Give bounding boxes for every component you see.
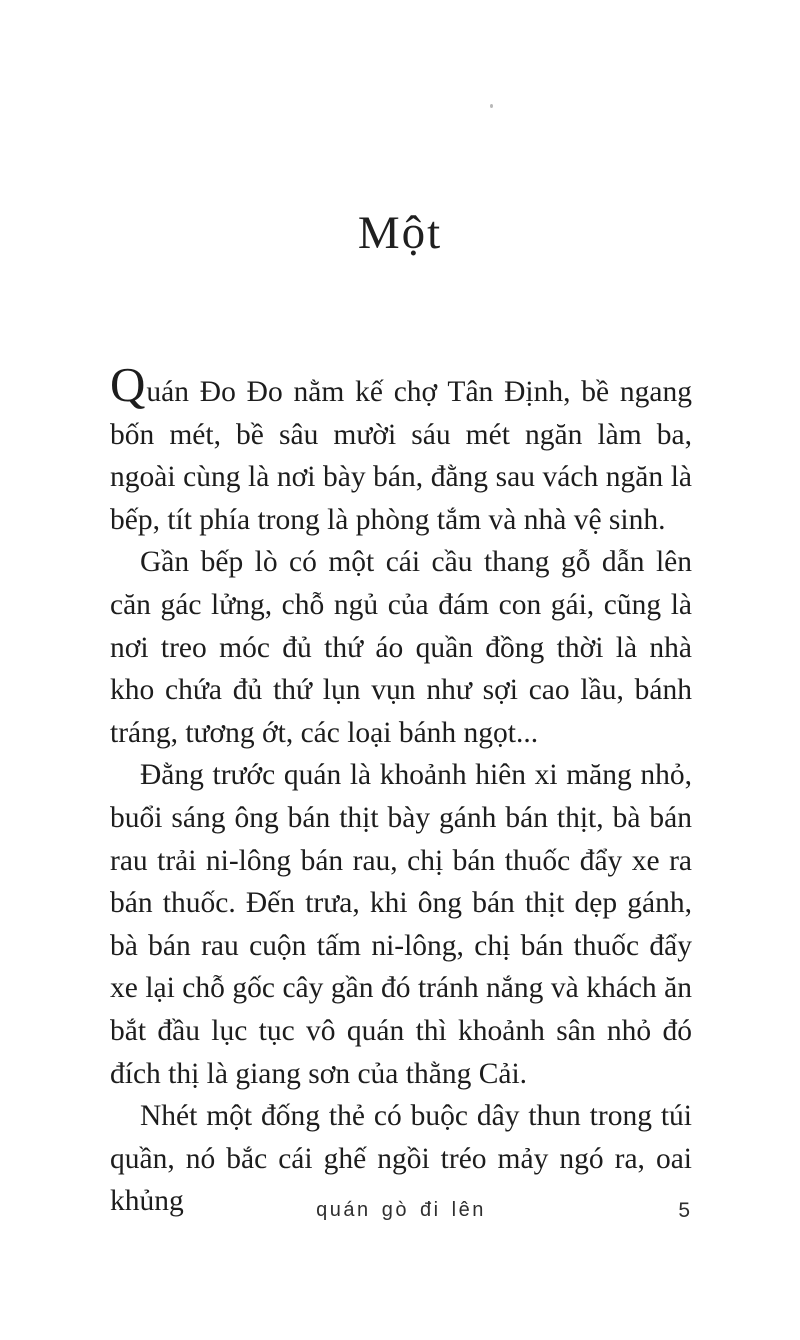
page-footer [110, 1199, 692, 1231]
paragraph-1 [110, 357, 692, 541]
chapter-title: Một [357, 207, 443, 259]
body-text-block [110, 357, 692, 1223]
scan-artifact-speck [490, 104, 493, 108]
paragraph-4: Nhét một đống thẻ có buộc dây thun trong túi quần, nó bắc cái ghế ngồi tréo mảy ngó ra, oai khủng [110, 1100, 692, 1218]
paragraph-3: Đằng trước quán là khoảnh hiên xi măng nhỏ, buổi sáng ông bán thịt bày gánh bán thịt, bà bán rau trải ni-lông bán rau, chị bán thuốc đẩy xe ra bán thuốc. Đến trưa, khi ông bán thịt dẹp gánh, bà bán rau cuộn tấm ni-lông, chị bán thuốc đẩy xe lại chỗ gốc cây gần đó tránh nắng và khách ăn bắt đầu lục tục vô quán thì khoảnh sân nhỏ đó đích thị là giang sơn của thằng Cải. [110, 759, 692, 1090]
paragraph-2: Gần bếp lò có một cái cầu thang gỗ dẫn lên căn gác lửng, chỗ ngủ của đám con gái, cũng là nơi treo móc đủ thứ áo quần đồng thời là nhà kho chứa đủ thứ lụn vụn như sợi cao lầu, bánh tráng, tương ớt, các loại bánh ngọt... [110, 546, 692, 749]
paragraph-1-text: uán Đo Đo nằm kế chợ Tân Định, bề ngang bốn mét, bề sâu mười sáu mét ngăn làm ba, ngoài cùng là nơi bày bán, đằng sau vách ngăn là bếp, tít phía trong là phòng tắm và nhà vệ sinh. [110, 376, 692, 536]
running-title: quán gò đi lên [316, 1199, 486, 1221]
page-number: 5 [678, 1199, 690, 1222]
dropcap-initial: Q [110, 357, 147, 412]
